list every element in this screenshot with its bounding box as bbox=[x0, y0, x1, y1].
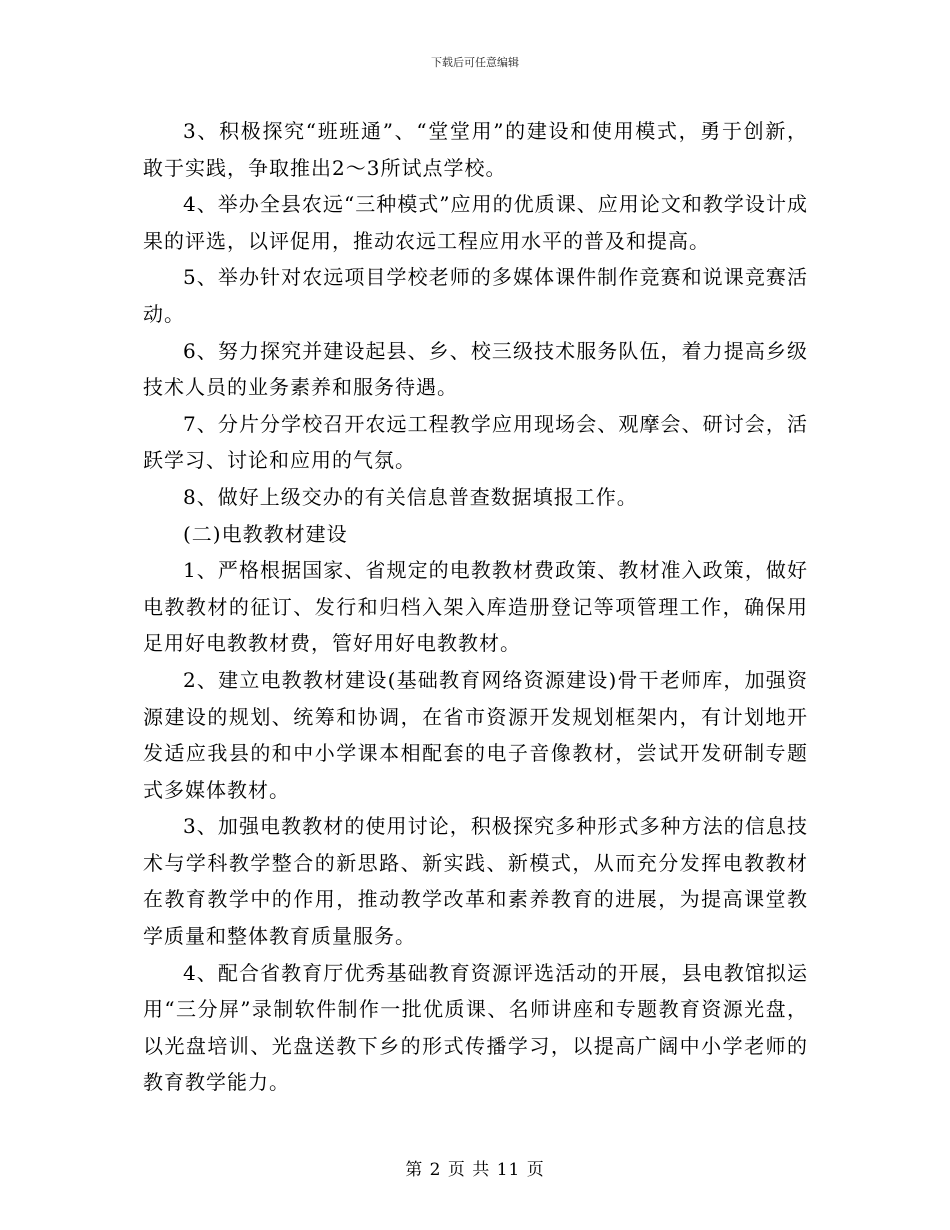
paragraph-item-1: 1、严格根据国家、省规定的电教教材费政策、教材准入政策，做好电教教材的征订、发行和归档入架入库造册登记等项管理工作，确保用足用好电教教材费，管好用好电教教材。 bbox=[143, 558, 808, 656]
paragraph-item-3: 3、积极探究“班班通”、“堂堂用”的建设和使用模式，勇于创新，敢于实践，争取推出2～3所试点学校。 bbox=[143, 119, 808, 180]
paragraph-item-8: 8、做好上级交办的有关信息普查数据填报工作。 bbox=[183, 484, 638, 509]
section-heading: (二)电教教材建设 bbox=[183, 521, 348, 546]
paragraph-item-4b: 4、配合省教育厅优秀基础教育资源评选活动的开展，县电教馆拟运用“三分屏”录制软件制作一批优质课、名师讲座和专题教育资源光盘，以光盘培训、光盘送教下乡的形式传播学习，以提高广阔中小学老师的教育教学能力。 bbox=[143, 960, 808, 1095]
page-header: 下载后可任意编辑 bbox=[431, 56, 519, 69]
paragraph-item-6: 6、努力探究并建设起县、乡、校三级技术服务队伍，着力提高乡级技术人员的业务素养和服务待遇。 bbox=[143, 338, 808, 400]
document-body bbox=[143, 113, 808, 1101]
paragraph-item-7: 7、分片分学校召开农远工程教学应用现场会、观摩会、研讨会，活跃学习、讨论和应用的气氛。 bbox=[143, 411, 808, 473]
paragraph-item-2: 2、建立电教教材建设(基础教育网络资源建设)骨干老师库，加强资源建设的规划、统筹和协调，在省市资源开发规划框架内，有计划地开发适应我县的和中小学课本相配套的电子音像教材，尝试开发研制专题式多媒体教材。 bbox=[143, 667, 808, 802]
paragraph-item-3b: 3、加强电教教材的使用讨论，积极探究多种形式多种方法的信息技术与学科教学整合的新思路、新实践、新模式，从而充分发挥电教教材在教育教学中的作用，推动教学改革和素养教育的进展，为提高课堂教学质量和整体教育质量服务。 bbox=[143, 814, 808, 949]
page-footer bbox=[0, 1155, 950, 1180]
page-number: 第 2 页 共 11 页 bbox=[405, 1160, 545, 1180]
paragraph-item-4: 4、举办全县农远“三种模式”应用的优质课、应用论文和教学设计成果的评选，以评促用，推动农远工程应用水平的普及和提高。 bbox=[143, 192, 808, 253]
paragraph-item-5: 5、举办针对农远项目学校老师的多媒体课件制作竞赛和说课竞赛活动。 bbox=[143, 265, 808, 326]
